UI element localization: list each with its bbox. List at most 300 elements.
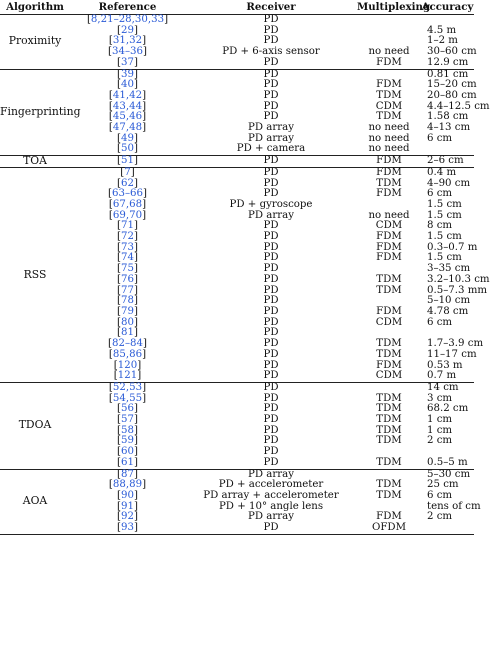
bracket-close: ] <box>142 111 147 123</box>
bracket-open: [ <box>108 392 113 404</box>
receiver-cell: PD <box>263 273 279 285</box>
reference-link[interactable]: 60 <box>121 446 134 458</box>
bracket-close: ] <box>133 252 138 264</box>
reference-link[interactable]: 45,46 <box>112 111 143 123</box>
bracket-open: [ <box>117 435 122 447</box>
table-row <box>0 350 474 361</box>
bracket-close: ] <box>133 231 138 243</box>
algorithm-cell: TDOA <box>0 382 70 469</box>
bracket-open: [ <box>108 111 113 123</box>
bracket-close: ] <box>137 370 142 382</box>
reference-link[interactable]: 80 <box>121 316 134 328</box>
receiver-cell: PD <box>263 295 279 307</box>
bracket-close: ] <box>133 500 138 512</box>
table-row <box>0 339 474 350</box>
multiplexing-cell: TDM <box>376 403 402 415</box>
bracket-open: [ <box>108 100 113 112</box>
accuracy-cell: 20–80 cm <box>427 89 477 101</box>
bracket-close: ] <box>143 46 147 58</box>
table-row <box>0 502 474 513</box>
bracket-open: [ <box>117 241 122 253</box>
bracket-close: ] <box>133 489 138 501</box>
bracket-close: ] <box>143 338 147 350</box>
receiver-cell: PD <box>263 166 279 178</box>
reference-link[interactable]: 58 <box>121 424 134 436</box>
reference-link[interactable]: 81 <box>121 327 134 339</box>
bracket-open: [ <box>117 424 122 436</box>
reference-link[interactable]: 73 <box>121 241 134 253</box>
multiplexing-cell: FDM <box>376 79 402 91</box>
table-row <box>0 91 474 102</box>
bracket-close: ] <box>133 273 138 285</box>
bracket-open: [ <box>117 263 122 275</box>
accuracy-cell: 3 cm <box>427 392 453 404</box>
multiplexing-cell: TDM <box>376 479 402 491</box>
reference-link[interactable]: 75 <box>121 263 134 275</box>
reference-link[interactable]: 56 <box>121 403 134 415</box>
reference-link[interactable]: 59 <box>121 435 134 447</box>
algorithm-cell: Proximity <box>0 15 70 70</box>
bracket-close: ] <box>133 56 138 68</box>
reference-link[interactable]: 67,68 <box>112 198 143 210</box>
bracket-open: [ <box>117 468 122 480</box>
accuracy-cell: 6 cm <box>427 489 453 501</box>
receiver-cell: PD <box>263 305 279 317</box>
bracket-close: ] <box>133 446 138 458</box>
receiver-cell: PD <box>263 414 279 426</box>
receiver-cell: PD <box>263 89 279 101</box>
multiplexing-cell: FDM <box>376 359 402 371</box>
receiver-cell: PD <box>263 263 279 275</box>
multiplexing-cell: TDM <box>357 458 421 469</box>
multiplexing-cell: FDM <box>376 241 402 253</box>
accuracy-cell: 1.7–3.9 cm <box>427 338 484 350</box>
receiver-cell: PD <box>263 424 279 436</box>
reference-link[interactable]: 50 <box>121 143 134 155</box>
reference-link[interactable]: 120 <box>117 359 138 371</box>
reference-link[interactable]: 52,53 <box>112 381 143 393</box>
table-row <box>0 179 474 190</box>
multiplexing-cell: TDM <box>376 89 402 101</box>
table-row <box>0 426 474 437</box>
bracket-close: ] <box>133 424 138 436</box>
bracket-close: ] <box>137 359 142 371</box>
reference-link[interactable]: 8,21–28,30,33 <box>90 14 165 25</box>
multiplexing-cell: FDM <box>376 166 402 178</box>
header-algorithm: Algorithm <box>0 0 70 15</box>
reference-link[interactable]: 79 <box>121 305 134 317</box>
reference-cell <box>70 458 185 469</box>
receiver-cell: PD array <box>248 132 294 144</box>
accuracy-cell: 2 cm <box>427 435 453 447</box>
reference-link[interactable]: 41,42 <box>112 89 143 101</box>
multiplexing-cell: FDM <box>376 252 402 264</box>
multiplexing-cell: no need <box>357 144 421 155</box>
reference-link[interactable]: 7 <box>124 166 131 178</box>
reference-link[interactable]: 34–36 <box>111 46 144 58</box>
accuracy-cell: 1.5 cm <box>427 198 462 210</box>
reference-link[interactable]: 57 <box>121 414 134 426</box>
bracket-open: [ <box>108 338 112 350</box>
bracket-close: ] <box>133 468 138 480</box>
table-row <box>0 447 474 458</box>
reference-link[interactable]: 37 <box>121 56 134 68</box>
multiplexing-cell: CDM <box>375 100 403 112</box>
bracket-open: [ <box>108 35 113 47</box>
receiver-cell: PD <box>263 14 279 25</box>
reference-link[interactable]: 29 <box>121 24 134 36</box>
multiplexing-cell: no need <box>368 209 410 221</box>
bracket-close: ] <box>133 143 138 155</box>
reference-link[interactable]: 74 <box>121 252 134 264</box>
bracket-close: ] <box>142 35 147 47</box>
table-row <box>0 286 474 297</box>
algorithm-cell: Fingerprinting <box>0 69 70 156</box>
multiplexing-cell: no need <box>368 122 410 134</box>
accuracy-cell: 6 cm <box>427 316 453 328</box>
bracket-open: [ <box>113 370 118 382</box>
reference-link[interactable]: 78 <box>121 295 134 307</box>
receiver-cell: PD array <box>248 122 294 134</box>
bracket-open: [ <box>117 489 122 501</box>
bracket-close: ] <box>133 305 138 317</box>
receiver-cell: PD <box>185 458 357 469</box>
multiplexing-cell: TDM <box>376 348 402 360</box>
reference-link[interactable]: 71 <box>121 220 134 232</box>
bracket-close: ] <box>142 89 147 101</box>
bracket-open: [ <box>113 359 118 371</box>
receiver-cell: PD <box>263 188 279 200</box>
table-row <box>0 328 474 339</box>
reference-link[interactable]: 77 <box>121 284 134 296</box>
accuracy-cell: 11–17 cm <box>427 348 477 360</box>
reference-cell <box>70 371 185 382</box>
multiplexing-cell: FDM <box>376 188 402 200</box>
multiplexing-cell: TDM <box>376 489 402 501</box>
algorithm-cell: AOA <box>0 469 70 534</box>
table-body <box>0 14 490 535</box>
multiplexing-cell: TDM <box>376 338 402 350</box>
bracket-open: [ <box>117 177 122 189</box>
multiplexing-cell: TDM <box>376 435 402 447</box>
reference-link[interactable]: 49 <box>121 132 134 144</box>
reference-link[interactable]: 54,55 <box>112 392 143 404</box>
accuracy-cell: 0.5–7.3 mm <box>427 284 488 296</box>
reference-link[interactable]: 51 <box>121 155 134 167</box>
bracket-open: [ <box>117 143 122 155</box>
bracket-open: [ <box>117 403 122 415</box>
multiplexing-cell: OFDM <box>357 523 421 534</box>
reference-link[interactable]: 72 <box>121 231 134 243</box>
receiver-cell: PD <box>263 111 279 123</box>
bracket-open: [ <box>108 188 112 200</box>
receiver-cell: PD <box>263 435 279 447</box>
table-row <box>0 371 474 382</box>
bracket-open: [ <box>117 231 122 243</box>
table-row <box>0 156 474 168</box>
accuracy-cell: 1.5 cm <box>427 252 462 264</box>
reference-cell <box>70 144 185 155</box>
bracket-open: [ <box>117 295 122 307</box>
accuracy-cell: 30–60 cm <box>427 46 477 58</box>
table-row <box>0 211 474 222</box>
bracket-open: [ <box>108 479 113 491</box>
table-row <box>0 296 474 307</box>
bracket-open: [ <box>117 68 122 80</box>
bracket-close: ] <box>133 241 138 253</box>
receiver-cell: PD <box>185 58 357 69</box>
accuracy-cell: 6 cm <box>427 132 453 144</box>
multiplexing-cell: FDM <box>376 511 402 523</box>
accuracy-cell <box>421 144 474 155</box>
multiplexing-cell: FDM <box>376 231 402 243</box>
receiver-cell: PD <box>185 156 357 168</box>
receiver-cell: PD <box>263 100 279 112</box>
table-row <box>0 69 474 80</box>
multiplexing-cell: FDM <box>357 58 421 69</box>
bracket-open: [ <box>117 500 122 512</box>
table-row <box>0 394 474 405</box>
header-row <box>0 0 474 15</box>
bracket-close: ] <box>133 284 138 296</box>
multiplexing-cell: FDM <box>376 305 402 317</box>
receiver-cell: PD <box>263 327 279 339</box>
reference-link[interactable]: 47,48 <box>112 122 143 134</box>
accuracy-cell: 0.53 m <box>427 359 463 371</box>
receiver-cell: PD <box>263 316 279 328</box>
bracket-open: [ <box>117 446 122 458</box>
reference-link[interactable]: 87 <box>121 468 134 480</box>
accuracy-cell: 0.4 m <box>427 166 457 178</box>
algorithm-cell: TOA <box>0 156 70 168</box>
algorithm-cell: RSS <box>0 167 70 382</box>
receiver-cell: PD + 10° angle lens <box>218 500 324 512</box>
multiplexing-cell: TDM <box>376 273 402 285</box>
bracket-open: [ <box>117 316 122 328</box>
accuracy-cell: 25 cm <box>427 479 459 491</box>
bracket-open: [ <box>117 273 122 285</box>
bracket-close: ] <box>133 24 138 36</box>
bracket-open: [ <box>108 381 113 393</box>
receiver-cell: PD + camera <box>185 144 357 155</box>
table-row <box>0 436 474 447</box>
bracket-close: ] <box>142 381 147 393</box>
accuracy-cell: 2 cm <box>427 511 453 523</box>
bracket-close: ] <box>142 479 147 491</box>
bracket-open: [ <box>108 209 113 221</box>
receiver-cell: PD <box>263 381 279 393</box>
receiver-cell: PD <box>263 348 279 360</box>
table-row <box>0 47 474 58</box>
bracket-close: ] <box>133 456 138 468</box>
receiver-cell: PD <box>263 231 279 243</box>
reference-link[interactable]: 92 <box>121 511 134 523</box>
accuracy-cell: 0.3–0.7 m <box>427 241 478 253</box>
table-row <box>0 307 474 318</box>
bracket-open: [ <box>117 522 122 534</box>
reference-cell <box>70 523 185 534</box>
reference-link[interactable]: 85,86 <box>112 348 143 360</box>
receiver-cell: PD array + accelerometer <box>203 489 339 501</box>
accuracy-cell: 2–6 cm <box>421 156 474 168</box>
bracket-open: [ <box>117 327 122 339</box>
accuracy-cell: 68.2 cm <box>427 403 469 415</box>
multiplexing-cell <box>357 382 421 393</box>
table-row <box>0 15 474 26</box>
multiplexing-cell: TDM <box>376 392 402 404</box>
accuracy-cell: 1–2 m <box>427 35 458 47</box>
receiver-cell: PD array <box>248 468 294 480</box>
receiver-cell: PD <box>263 359 279 371</box>
bracket-close: ] <box>130 166 135 178</box>
reference-link[interactable]: 121 <box>117 370 138 382</box>
bracket-open: [ <box>86 14 91 25</box>
reference-link[interactable]: 62 <box>121 177 134 189</box>
receiver-cell: PD <box>263 35 279 47</box>
multiplexing-cell <box>357 15 421 26</box>
bracket-close: ] <box>133 522 138 534</box>
bracket-close: ] <box>142 392 147 404</box>
bracket-open: [ <box>117 155 122 167</box>
accuracy-cell: 0.7 m <box>421 371 474 382</box>
bracket-open: [ <box>108 198 113 210</box>
reference-link[interactable]: 69,70 <box>112 209 143 221</box>
accuracy-cell: 3–35 cm <box>427 263 471 275</box>
reference-link[interactable]: 63–66 <box>111 188 144 200</box>
header-reference: Reference <box>70 0 185 15</box>
bracket-close: ] <box>133 263 138 275</box>
table-row <box>0 232 474 243</box>
accuracy-cell: 3.2–10.3 cm <box>427 273 490 285</box>
multiplexing-cell: TDM <box>376 424 402 436</box>
bracket-open: [ <box>108 122 113 134</box>
bracket-close: ] <box>142 100 147 112</box>
multiplexing-cell: CDM <box>375 220 403 232</box>
accuracy-cell: 4–90 cm <box>427 177 471 189</box>
reference-link[interactable]: 40 <box>121 79 134 91</box>
reference-link[interactable]: 90 <box>121 489 134 501</box>
accuracy-cell: 12.9 cm <box>421 58 474 69</box>
multiplexing-cell: no need <box>368 46 410 58</box>
accuracy-cell: 4–13 cm <box>427 122 471 134</box>
receiver-cell: PD + 6-axis sensor <box>222 46 320 58</box>
reference-link[interactable]: 91 <box>121 500 134 512</box>
table-row <box>0 404 474 415</box>
receiver-cell: PD <box>263 252 279 264</box>
accuracy-cell: 1.5 cm <box>427 231 462 243</box>
receiver-cell: PD <box>263 68 279 80</box>
receiver-cell: PD <box>263 79 279 91</box>
bracket-close: ] <box>133 316 138 328</box>
receiver-cell: PD <box>263 24 279 36</box>
reference-link[interactable]: 76 <box>121 273 134 285</box>
accuracy-cell: 1.5 cm <box>427 209 462 221</box>
reference-link[interactable]: 88,89 <box>112 479 143 491</box>
accuracy-cell: 0.5–5 m <box>421 458 474 469</box>
multiplexing-cell: TDM <box>376 284 402 296</box>
reference-link[interactable]: 43,44 <box>112 100 143 112</box>
accuracy-cell: tens of cm <box>427 500 481 512</box>
multiplexing-cell: CDM <box>357 371 421 382</box>
multiplexing-cell: TDM <box>376 111 402 123</box>
reference-cell <box>70 58 185 69</box>
table-row <box>0 361 474 372</box>
accuracy-cell: 4.78 cm <box>427 305 469 317</box>
accuracy-cell: 6 cm <box>427 188 453 200</box>
receiver-cell: PD + gyroscope <box>229 198 313 210</box>
table-row <box>0 275 474 286</box>
bracket-open: [ <box>117 220 122 232</box>
accuracy-cell: 14 cm <box>427 381 459 393</box>
table-row <box>0 264 474 275</box>
table-row <box>0 221 474 232</box>
header-accuracy: Accuracy <box>421 1 474 13</box>
bracket-open: [ <box>108 89 113 101</box>
bracket-close: ] <box>164 14 169 25</box>
table-row <box>0 458 474 469</box>
reference-link[interactable]: 93 <box>121 522 134 534</box>
bracket-open: [ <box>108 348 113 360</box>
bracket-close: ] <box>142 348 147 360</box>
bracket-open: [ <box>117 511 122 523</box>
bracket-close: ] <box>142 198 147 210</box>
accuracy-cell: 1 cm <box>427 414 453 426</box>
accuracy-cell: 15–20 cm <box>427 79 477 91</box>
table-row <box>0 80 474 91</box>
reference-link[interactable]: 82–84 <box>111 338 144 350</box>
bracket-close: ] <box>133 414 138 426</box>
receiver-cell: PD <box>263 338 279 350</box>
reference-link[interactable]: 31,32 <box>112 35 143 47</box>
bracket-close: ] <box>133 295 138 307</box>
accuracy-cell: 8 cm <box>427 220 453 232</box>
bracket-close: ] <box>133 435 138 447</box>
bracket-open: [ <box>108 46 112 58</box>
bracket-open: [ <box>117 284 122 296</box>
table-row <box>0 167 474 178</box>
multiplexing-cell: FDM <box>357 156 421 168</box>
bracket-close: ] <box>133 403 138 415</box>
table-row <box>0 26 474 37</box>
bracket-open: [ <box>117 132 122 144</box>
accuracy-cell: 5–10 cm <box>427 295 471 307</box>
bracket-close: ] <box>133 220 138 232</box>
bracket-open: [ <box>117 414 122 426</box>
header-multiplexing: Multiplexing <box>357 1 431 13</box>
table-row <box>0 243 474 254</box>
receiver-cell: PD <box>263 392 279 404</box>
multiplexing-cell: CDM <box>375 316 403 328</box>
receiver-cell: PD + accelerometer <box>218 479 324 491</box>
table-row <box>0 253 474 264</box>
receiver-cell: PD array <box>248 209 294 221</box>
bracket-open: [ <box>117 79 122 91</box>
bracket-close: ] <box>133 155 138 167</box>
table-row <box>0 144 474 155</box>
bracket-open: [ <box>117 252 122 264</box>
multiplexing-cell: no need <box>368 132 410 144</box>
reference-link[interactable]: 61 <box>121 456 134 468</box>
bracket-open: [ <box>120 166 125 178</box>
table-row <box>0 415 474 426</box>
header-receiver: Receiver <box>185 0 357 15</box>
bracket-close: ] <box>143 188 147 200</box>
bracket-close: ] <box>133 511 138 523</box>
reference-link[interactable]: 39 <box>121 68 134 80</box>
accuracy-cell: 1.58 cm <box>427 111 469 123</box>
multiplexing-cell <box>357 26 421 37</box>
receiver-cell: PD <box>263 446 279 458</box>
